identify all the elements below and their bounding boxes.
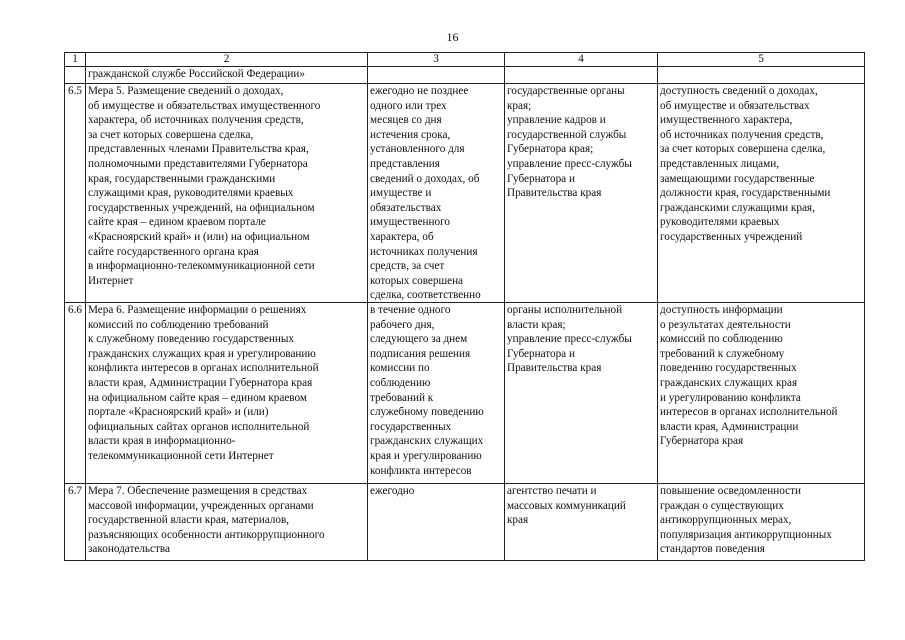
executors-text: агентство печати и массовых коммуникаций края xyxy=(507,485,626,527)
executors-cell xyxy=(505,67,658,84)
timing-text: в течение одного рабочего дня, следующего за днем подписания решения комиссии по соблюдению требований к служебному поведению государственных гражданских служащих края и урегулированию конфликта интересов xyxy=(370,304,484,477)
executors-text: органы исполнительной власти края; управление пресс-службы Губернатора и Правительства края xyxy=(507,304,632,375)
column-number-4: 4 xyxy=(505,53,658,67)
row-number: 6.7 xyxy=(65,484,86,561)
timing-cell xyxy=(368,67,505,84)
timing-cell xyxy=(368,484,505,561)
measure-text: Мера 6. Размещение информации о решениях комиссий по соблюдению требований к служебному поведению государственных гражданских служащих края и урегулированию конфликта интересов в органах исполнительной власти края, Администрации Губернатора края на официальном сайте края – едином краевом портале «Красноярский край» и (или) официальных сайтах органов исполнительной власти края в информационно- телекоммуникационной сети Интернет xyxy=(88,304,319,462)
column-number-3: 3 xyxy=(368,53,505,67)
measure-cell xyxy=(86,484,368,561)
table-row xyxy=(65,303,865,484)
row-number: 6.6 xyxy=(65,303,86,484)
timing-text: ежегодно xyxy=(370,485,415,497)
executors-cell xyxy=(505,484,658,561)
executors-text: государственные органы края; управление кадров и государственной службы Губернатора края; управление пресс-службы Губернатора и Правительства края xyxy=(507,85,632,200)
measure-text: Мера 5. Размещение сведений о доходах, об имуществе и обязательствах имущественного характера, об источниках получения средств, за счет которых совершена сделка, представленных членами Правительства края, полномочными представителями Губернатора края, государственными гражданскими служащими края, руководителями краевых государственных учреждений, на официальном сайте края – едином краевом портале «Красноярский край» и (или) на официальном сайте государственного органа края в информационно-телекоммуникационной сети Интернет xyxy=(88,85,321,287)
measure-text: Мера 7. Обеспечение размещения в средствах массовой информации, учрежденных органами государственной власти края, материалов, разъясняющих особенности антикоррупционного законодательства xyxy=(88,485,325,556)
executors-cell xyxy=(505,303,658,484)
timing-cell xyxy=(368,84,505,303)
table-row-continuation xyxy=(65,67,865,84)
measure-cell xyxy=(86,84,368,303)
executors-cell xyxy=(505,84,658,303)
table-row xyxy=(65,484,865,561)
timing-text: ежегодно не позднее одного или трех месяцев со дня истечения срока, установленного для представления сведений о доходах, об имуществе и обязательствах имущественного характера, об источниках получения средств, за счет которых совершена сделка, соответственно xyxy=(370,85,481,302)
measures-table xyxy=(64,52,865,561)
column-number-5: 5 xyxy=(658,53,865,67)
result-text: повышение осведомленности граждан о существующих антикоррупционных мерах, популяризация антикоррупционных стандартов поведения xyxy=(660,485,832,556)
measure-cell: гражданской службе Российской Федерации» xyxy=(86,67,368,84)
result-cell xyxy=(658,67,865,84)
result-cell xyxy=(658,484,865,561)
result-cell xyxy=(658,84,865,303)
table-header-row xyxy=(65,53,865,67)
row-number xyxy=(65,67,86,84)
column-number-1: 1 xyxy=(65,53,86,67)
table-row xyxy=(65,84,865,303)
timing-cell xyxy=(368,303,505,484)
page-number: 16 xyxy=(446,30,459,44)
result-text: доступность информации о результатах деятельности комиссий по соблюдению требований к служебному поведению государственных гражданских служащих края и урегулированию конфликта интересов в органах исполнительной власти края, Администрации Губернатора края xyxy=(660,304,838,448)
result-text: доступность сведений о доходах, об имуществе и обязательствах имущественного характера, об источниках получения средств, за счет которых совершена сделка, представленных лицами, замещающими государственные должности края, государственными гражданскими служащими края, руководителями краевых государственных учреждений xyxy=(660,85,831,243)
row-number: 6.5 xyxy=(65,84,86,303)
result-cell xyxy=(658,303,865,484)
column-number-2: 2 xyxy=(86,53,368,67)
measure-cell xyxy=(86,303,368,484)
